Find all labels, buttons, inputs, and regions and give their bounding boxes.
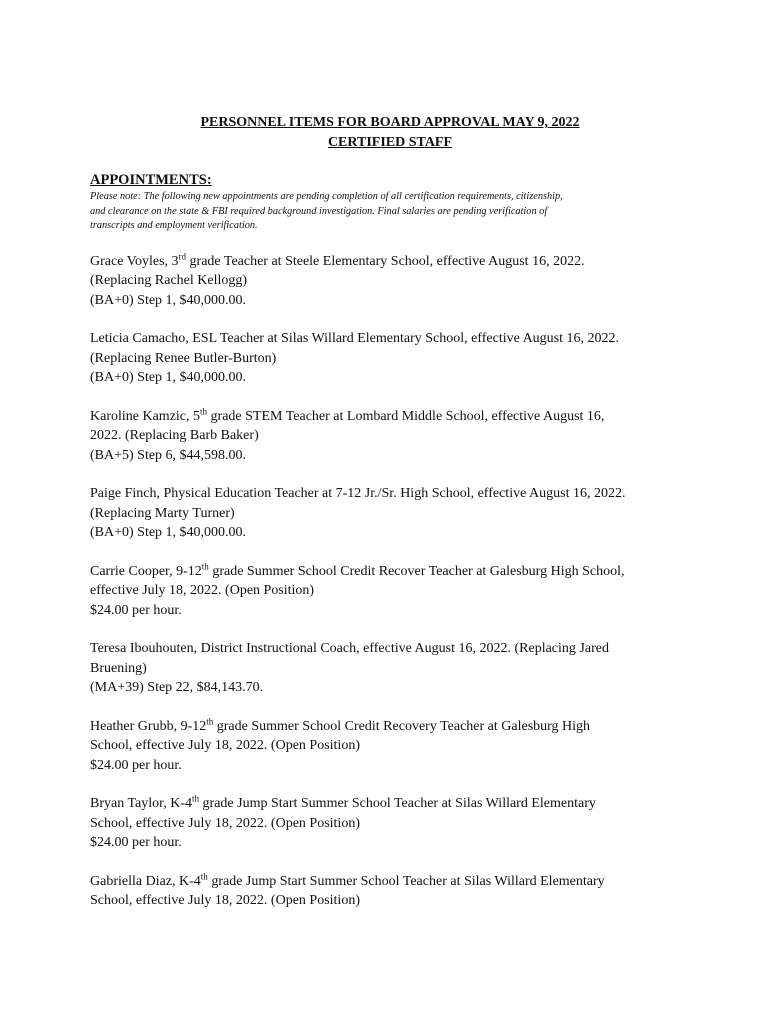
entry-text: Leticia Camacho, ESL Teacher at Silas Willard Elementary School, effective August 16, 2022. xyxy=(90,331,620,346)
entry-line-3: (BA+0) Step 1, $40,000.00. xyxy=(90,370,247,385)
entry-line-2: School, effective July 18, 2022. (Open Position) xyxy=(90,815,360,831)
entry-text: Carrie Cooper, 9-12 xyxy=(90,563,202,579)
entry-text: grade Jump Start Summer School Teacher at Silas Willard Elementary xyxy=(207,873,605,889)
entry-text: grade Summer School Credit Recover Teacher at Galesburg High School, xyxy=(208,563,625,579)
entry-line-2: Bruening) xyxy=(90,660,147,676)
appointment-list xyxy=(90,252,690,911)
appointment-entry xyxy=(90,717,690,776)
entry-text: Bryan Taylor, K-4 xyxy=(90,796,193,811)
entry-text: Paige Finch, Physical Education Teacher at 7-12 Jr./Sr. High School, effective August 16, 2022. xyxy=(90,486,626,501)
entry-line-2: School, effective July 18, 2022. (Open Position) xyxy=(90,893,360,908)
entry-line-1 xyxy=(90,639,690,659)
ordinal-suffix: th xyxy=(200,870,208,881)
appointment-entry xyxy=(90,252,690,311)
entry-line-1 xyxy=(90,407,690,427)
note-line: Please note: The following new appointments are pending completion of all certification requirements, citizenship, xyxy=(90,191,563,202)
entry-text: grade Jump Start Summer School Teacher at Silas Willard Elementary xyxy=(199,796,596,811)
entry-line-1 xyxy=(90,484,690,504)
entry-line-2: School, effective July 18, 2022. (Open Position) xyxy=(90,738,360,753)
note-line: transcripts and employment verification. xyxy=(90,220,258,231)
entry-line-1 xyxy=(90,794,690,814)
entry-line-3: $24.00 per hour. xyxy=(90,835,182,850)
appointments-note xyxy=(90,190,690,234)
entry-text: grade STEM Teacher at Lombard Middle School, effective August 16, xyxy=(207,408,605,424)
entry-line-3: $24.00 per hour. xyxy=(90,602,182,618)
title-line-2: CERTIFIED STAFF xyxy=(327,135,453,150)
entry-text: Teresa Ibouhouten, District Instructional Coach, effective August 16, 2022. (Replacing Jared xyxy=(90,641,609,656)
entry-line-1 xyxy=(90,329,690,349)
appointment-entry xyxy=(90,794,690,853)
entry-line-1 xyxy=(90,252,690,272)
appointment-entry xyxy=(90,562,690,621)
entry-line-3: (BA+0) Step 1, $40,000.00. xyxy=(90,292,247,308)
entry-line-1 xyxy=(90,872,690,892)
entry-text: Grace Voyles, 3 xyxy=(90,253,179,269)
entry-line-2: effective July 18, 2022. (Open Position) xyxy=(90,583,315,598)
entry-text: Karoline Kamzic, 5 xyxy=(90,408,201,424)
ordinal-suffix: th xyxy=(192,793,200,804)
entry-text: Heather Grubb, 9-12 xyxy=(90,718,207,734)
entry-line-1 xyxy=(90,562,690,582)
entry-line-3: (MA+39) Step 22, $84,143.70. xyxy=(90,680,264,695)
appointment-entry xyxy=(90,639,690,698)
document-title xyxy=(90,113,690,153)
appointment-entry xyxy=(90,872,690,911)
ordinal-suffix: th xyxy=(201,560,209,571)
entry-line-3: $24.00 per hour. xyxy=(90,757,182,773)
entry-text: Gabriella Diaz, K-4 xyxy=(90,873,201,889)
entry-line-2: (Replacing Rachel Kellogg) xyxy=(90,273,248,288)
appointment-entry xyxy=(90,329,690,388)
entry-line-2: (Replacing Renee Butler-Burton) xyxy=(90,350,277,366)
entry-line-2: (Replacing Marty Turner) xyxy=(90,505,235,521)
ordinal-suffix: th xyxy=(200,405,208,416)
entry-line-3: (BA+5) Step 6, $44,598.00. xyxy=(90,447,247,463)
appointment-entry xyxy=(90,407,690,466)
document-page xyxy=(90,113,690,930)
title-line-1: PERSONNEL ITEMS FOR BOARD APPROVAL MAY 9, 2022 xyxy=(200,115,580,130)
entry-line-1 xyxy=(90,717,690,737)
entry-line-3: (BA+0) Step 1, $40,000.00. xyxy=(90,525,247,540)
note-line: and clearance on the state & FBI required background investigation. Final salaries are pending verification of xyxy=(90,205,548,217)
ordinal-suffix: rd xyxy=(178,250,187,261)
entry-text: grade Teacher at Steele Elementary School, effective August 16, 2022. xyxy=(186,253,585,269)
ordinal-suffix: th xyxy=(206,715,214,726)
entry-text: grade Summer School Credit Recovery Teacher at Galesburg High xyxy=(213,718,591,734)
section-heading-appointments: APPOINTMENTS: xyxy=(90,172,212,188)
appointment-entry xyxy=(90,484,690,543)
entry-line-2: 2022. (Replacing Barb Baker) xyxy=(90,428,259,443)
